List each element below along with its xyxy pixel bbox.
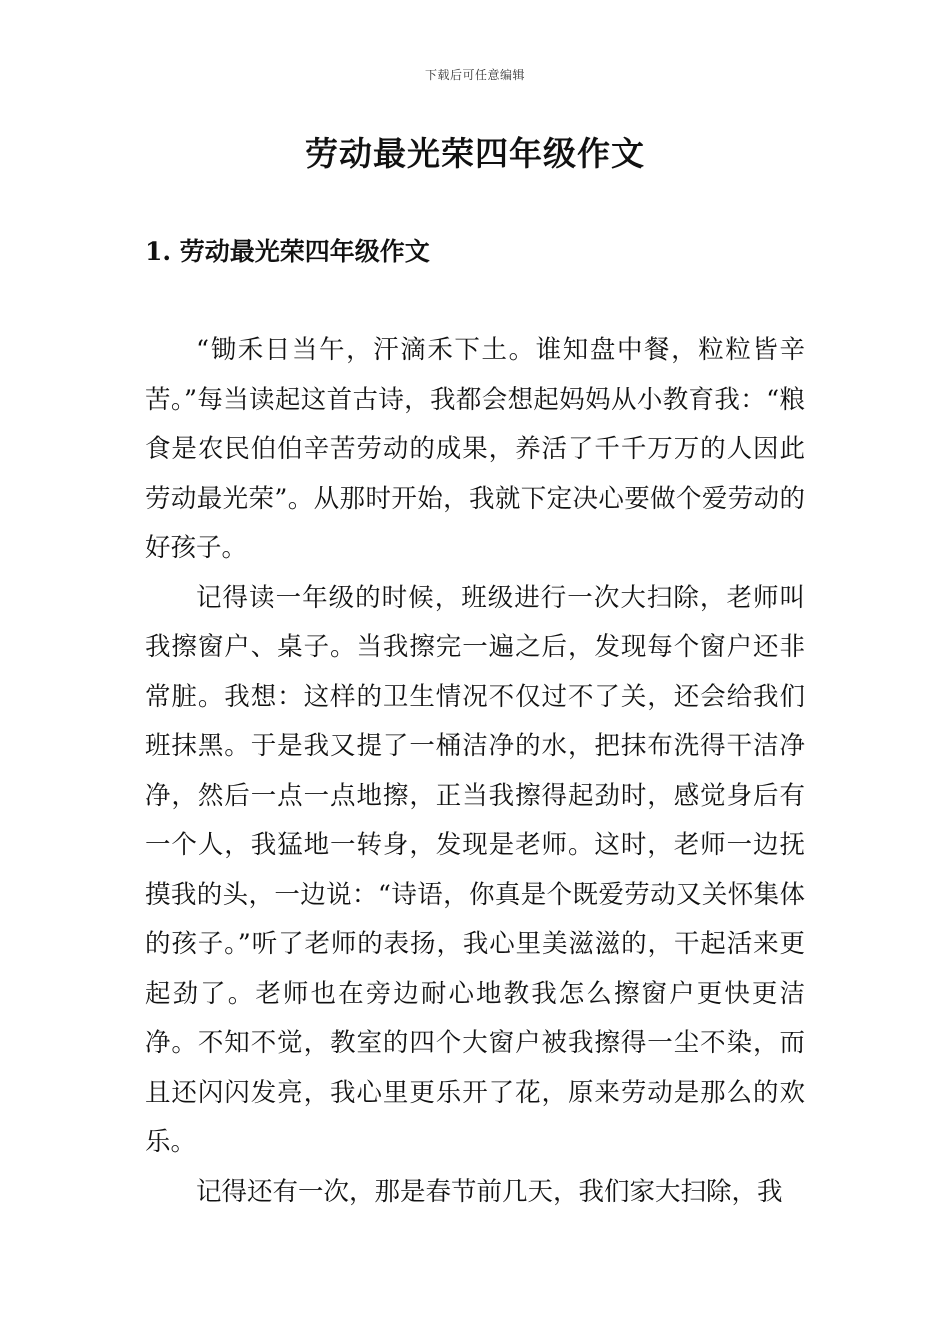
document-title: 劳动最光荣四年级作文: [305, 134, 645, 173]
paragraph-2: 记得读一年级的时候，班级进行一次大扫除，老师叫我擦窗户、桌子。当我擦完一遍之后，发现每个窗户还非常脏。我想：这样的卫生情况不仅过不了关，还会给我们班抹黑。于是我又提了一桶洁净的水，把抹布洗得干洁净净，然后一点一点地擦，正当我擦得起劲时，感觉身后有一个人，我猛地一转身，发现是老师。这时，老师一边抚摸我的头，一边说：“诗语，你真是个既爱劳动又关怀集体的孩子。”听了老师的表扬，我心里美滋滋的，干起活来更起劲了。老师也在旁边耐心地教我怎么擦窗户更快更洁净。不知不觉，教室的四个大窗户被我擦得一尘不染，而且还闪闪发亮，我心里更乐开了花，原来劳动是那么的欢乐。: [145, 582, 805, 1157]
section-heading: 1. 劳动最光荣四年级作文: [145, 237, 430, 266]
paragraph-1: “锄禾日当午，汗滴禾下土。谁知盘中餐，粒粒皆辛苦。”每当读起这首古诗，我都会想起妈妈从小教育我：“粮食是农民伯伯辛苦劳动的成果，养活了千千万万的人因此劳动最光荣”。从那时开始，我就下定决心要做个爱劳动的好孩子。: [145, 335, 805, 563]
header-note: 下载后可任意编辑: [424, 68, 525, 82]
essay-body: [145, 326, 805, 1217]
paragraph-3: 记得还有一次，那是春节前几天，我们家大扫除，我: [196, 1176, 783, 1207]
